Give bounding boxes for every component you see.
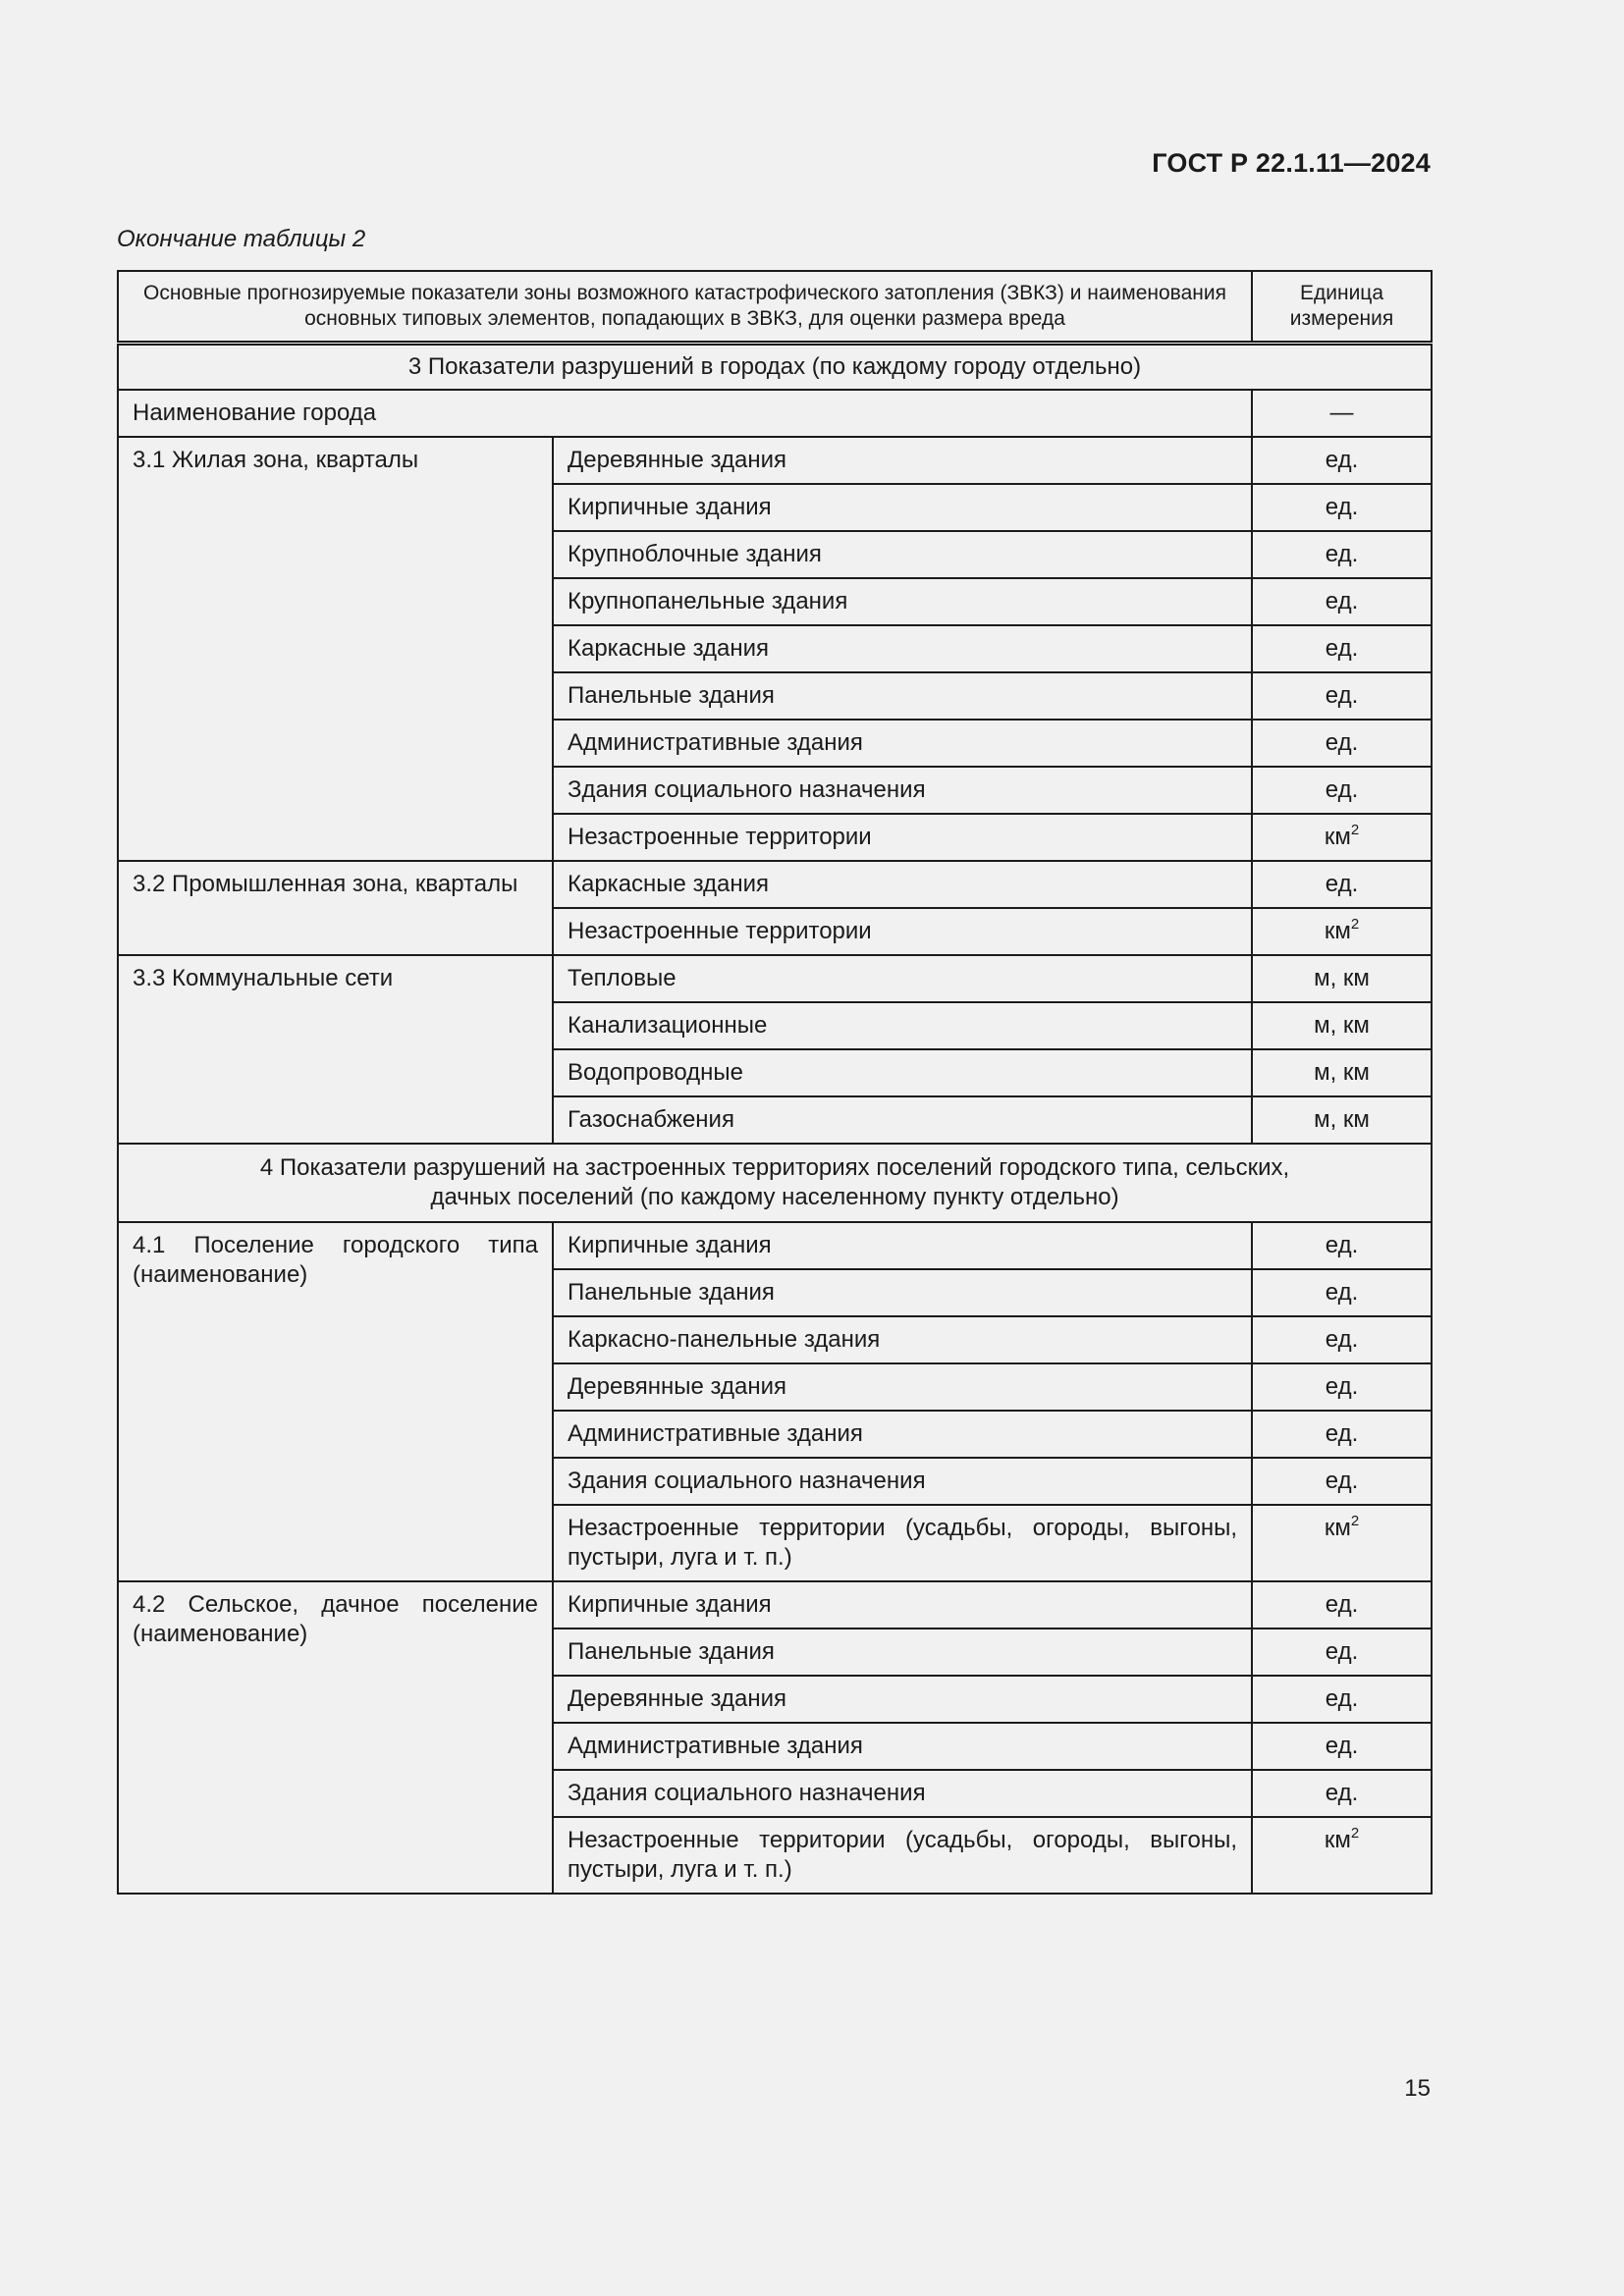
unit-text: ед. (1325, 1685, 1359, 1712)
unit-text: ед. (1325, 1591, 1359, 1618)
unit-cell (1252, 1269, 1432, 1316)
element-name: Панельные здания (553, 672, 1252, 720)
unit-cell (1252, 1723, 1432, 1770)
unit-cell (1252, 1676, 1432, 1723)
element-name: Административные здания (553, 1411, 1252, 1458)
element-name: Каркасные здания (553, 625, 1252, 672)
unit-cell (1252, 861, 1432, 908)
element-name: Незастроенные территории (553, 908, 1252, 955)
unit-superscript: 2 (1350, 822, 1360, 838)
unit-text: ед. (1325, 1468, 1359, 1494)
city-name-label: Наименование города (118, 390, 1252, 437)
unit-cell (1252, 1629, 1432, 1676)
unit-cell (1252, 1581, 1432, 1629)
unit-text: ед. (1325, 1232, 1359, 1258)
element-name: Каркасные здания (553, 861, 1252, 908)
element-name: Здания социального назначения (553, 767, 1252, 814)
element-name: Деревянные здания (553, 1363, 1252, 1411)
unit-text: км (1324, 918, 1351, 944)
document-code: ГОСТ Р 22.1.11—2024 (1152, 148, 1431, 178)
unit-text: ед. (1325, 1279, 1359, 1306)
section-4-title (118, 1144, 1432, 1222)
unit-cell (1252, 1770, 1432, 1817)
element-name: Каркасно-панельные здания (553, 1316, 1252, 1363)
unit-cell (1252, 720, 1432, 767)
section-4-title-line-2: дачных поселений (по каждому населенному пункту отдельно) (430, 1184, 1119, 1210)
unit-text: м, км (1314, 1106, 1370, 1133)
city-name-unit: — (1252, 390, 1432, 437)
unit-cell (1252, 1002, 1432, 1049)
unit-text: ед. (1325, 494, 1359, 520)
unit-cell (1252, 1222, 1432, 1269)
unit-text: м, км (1314, 965, 1370, 991)
table-row (118, 955, 1432, 1002)
unit-text: ед. (1325, 588, 1359, 614)
unit-text: ед. (1325, 682, 1359, 709)
element-name: Кирпичные здания (553, 1222, 1252, 1269)
section-3-title: 3 Показатели разрушений в городах (по каждому городу отдельно) (118, 343, 1432, 390)
group-label-g32: 3.2 Промышленная зона, кварталы (118, 861, 553, 955)
unit-text: ед. (1325, 1638, 1359, 1665)
unit-cell (1252, 672, 1432, 720)
element-name: Административные здания (553, 1723, 1252, 1770)
element-name: Незастроенные территории (553, 814, 1252, 861)
element-name: Крупнопанельные здания (553, 578, 1252, 625)
unit-text: км (1324, 1827, 1351, 1853)
group-label-g31: 3.1 Жилая зона, кварталы (118, 437, 553, 861)
table-row (118, 1222, 1432, 1269)
element-name: Деревянные здания (553, 1676, 1252, 1723)
table-row (118, 861, 1432, 908)
unit-superscript: 2 (1350, 1825, 1360, 1842)
element-name: Здания социального назначения (553, 1458, 1252, 1505)
page-number: 15 (1404, 2075, 1431, 2102)
unit-cell (1252, 1049, 1432, 1096)
unit-text: ед. (1325, 729, 1359, 756)
element-name: Тепловые (553, 955, 1252, 1002)
unit-text: км (1324, 824, 1351, 850)
section-row (118, 1144, 1432, 1222)
element-name: Панельные здания (553, 1269, 1252, 1316)
unit-cell (1252, 1458, 1432, 1505)
element-name: Водопроводные (553, 1049, 1252, 1096)
unit-cell (1252, 625, 1432, 672)
section-4-title-line-1: 4 Показатели разрушений на застроенных территориях поселений городского типа, сельских, (259, 1154, 1290, 1181)
element-name: Кирпичные здания (553, 1581, 1252, 1629)
unit-superscript: 2 (1350, 916, 1360, 933)
unit-cell (1252, 437, 1432, 484)
unit-text: ед. (1325, 447, 1359, 473)
group-label-g33: 3.3 Коммунальные сети (118, 955, 553, 1144)
unit-text: ед. (1325, 1420, 1359, 1447)
unit-text: ед. (1325, 635, 1359, 662)
table-row (118, 390, 1432, 437)
element-name: Административные здания (553, 720, 1252, 767)
unit-superscript: 2 (1350, 1513, 1360, 1529)
element-name: Незастроенные территории (усадьбы, огороды, выгоны, пустыри, луга и т. п.) (553, 1505, 1252, 1581)
unit-text: ед. (1325, 1733, 1359, 1759)
element-name: Незастроенные территории (усадьбы, огороды, выгоны, пустыри, луга и т. п.) (553, 1817, 1252, 1894)
unit-cell (1252, 1363, 1432, 1411)
element-name: Панельные здания (553, 1629, 1252, 1676)
table-row (118, 437, 1432, 484)
unit-cell (1252, 908, 1432, 955)
element-name: Газоснабжения (553, 1096, 1252, 1144)
group-label-g41: 4.1 Поселение городского типа (наименование) (118, 1222, 553, 1581)
unit-cell (1252, 814, 1432, 861)
unit-cell (1252, 1096, 1432, 1144)
element-name: Крупноблочные здания (553, 531, 1252, 578)
unit-text: м, км (1314, 1059, 1370, 1086)
element-name: Кирпичные здания (553, 484, 1252, 531)
table-row (118, 1581, 1432, 1629)
element-name: Канализационные (553, 1002, 1252, 1049)
unit-cell (1252, 484, 1432, 531)
element-name: Деревянные здания (553, 437, 1252, 484)
unit-cell (1252, 1316, 1432, 1363)
unit-cell (1252, 578, 1432, 625)
group-label-g42: 4.2 Сельское, дачное поселение (наименование) (118, 1581, 553, 1894)
unit-cell (1252, 531, 1432, 578)
unit-text: ед. (1325, 776, 1359, 803)
unit-cell (1252, 767, 1432, 814)
unit-cell (1252, 955, 1432, 1002)
header-indicators: Основные прогнозируемые показатели зоны возможного катастрофического затопления (ЗВКЗ) и наименования основных типовых элементов, попадающих в ЗВКЗ, для оценки размера вреда (118, 271, 1252, 343)
unit-text: ед. (1325, 871, 1359, 897)
unit-text: ед. (1325, 1780, 1359, 1806)
unit-text: ед. (1325, 1326, 1359, 1353)
unit-text: м, км (1314, 1012, 1370, 1039)
table-header-row (118, 271, 1432, 343)
table-caption: Окончание таблицы 2 (117, 226, 366, 252)
unit-cell (1252, 1817, 1432, 1894)
unit-cell (1252, 1411, 1432, 1458)
section-row (118, 343, 1432, 390)
indicators-table (117, 270, 1433, 1895)
unit-text: ед. (1325, 541, 1359, 567)
unit-cell (1252, 1505, 1432, 1581)
unit-text: ед. (1325, 1373, 1359, 1400)
unit-text: км (1324, 1515, 1351, 1541)
header-unit: Единица измерения (1252, 271, 1432, 343)
element-name: Здания социального назначения (553, 1770, 1252, 1817)
